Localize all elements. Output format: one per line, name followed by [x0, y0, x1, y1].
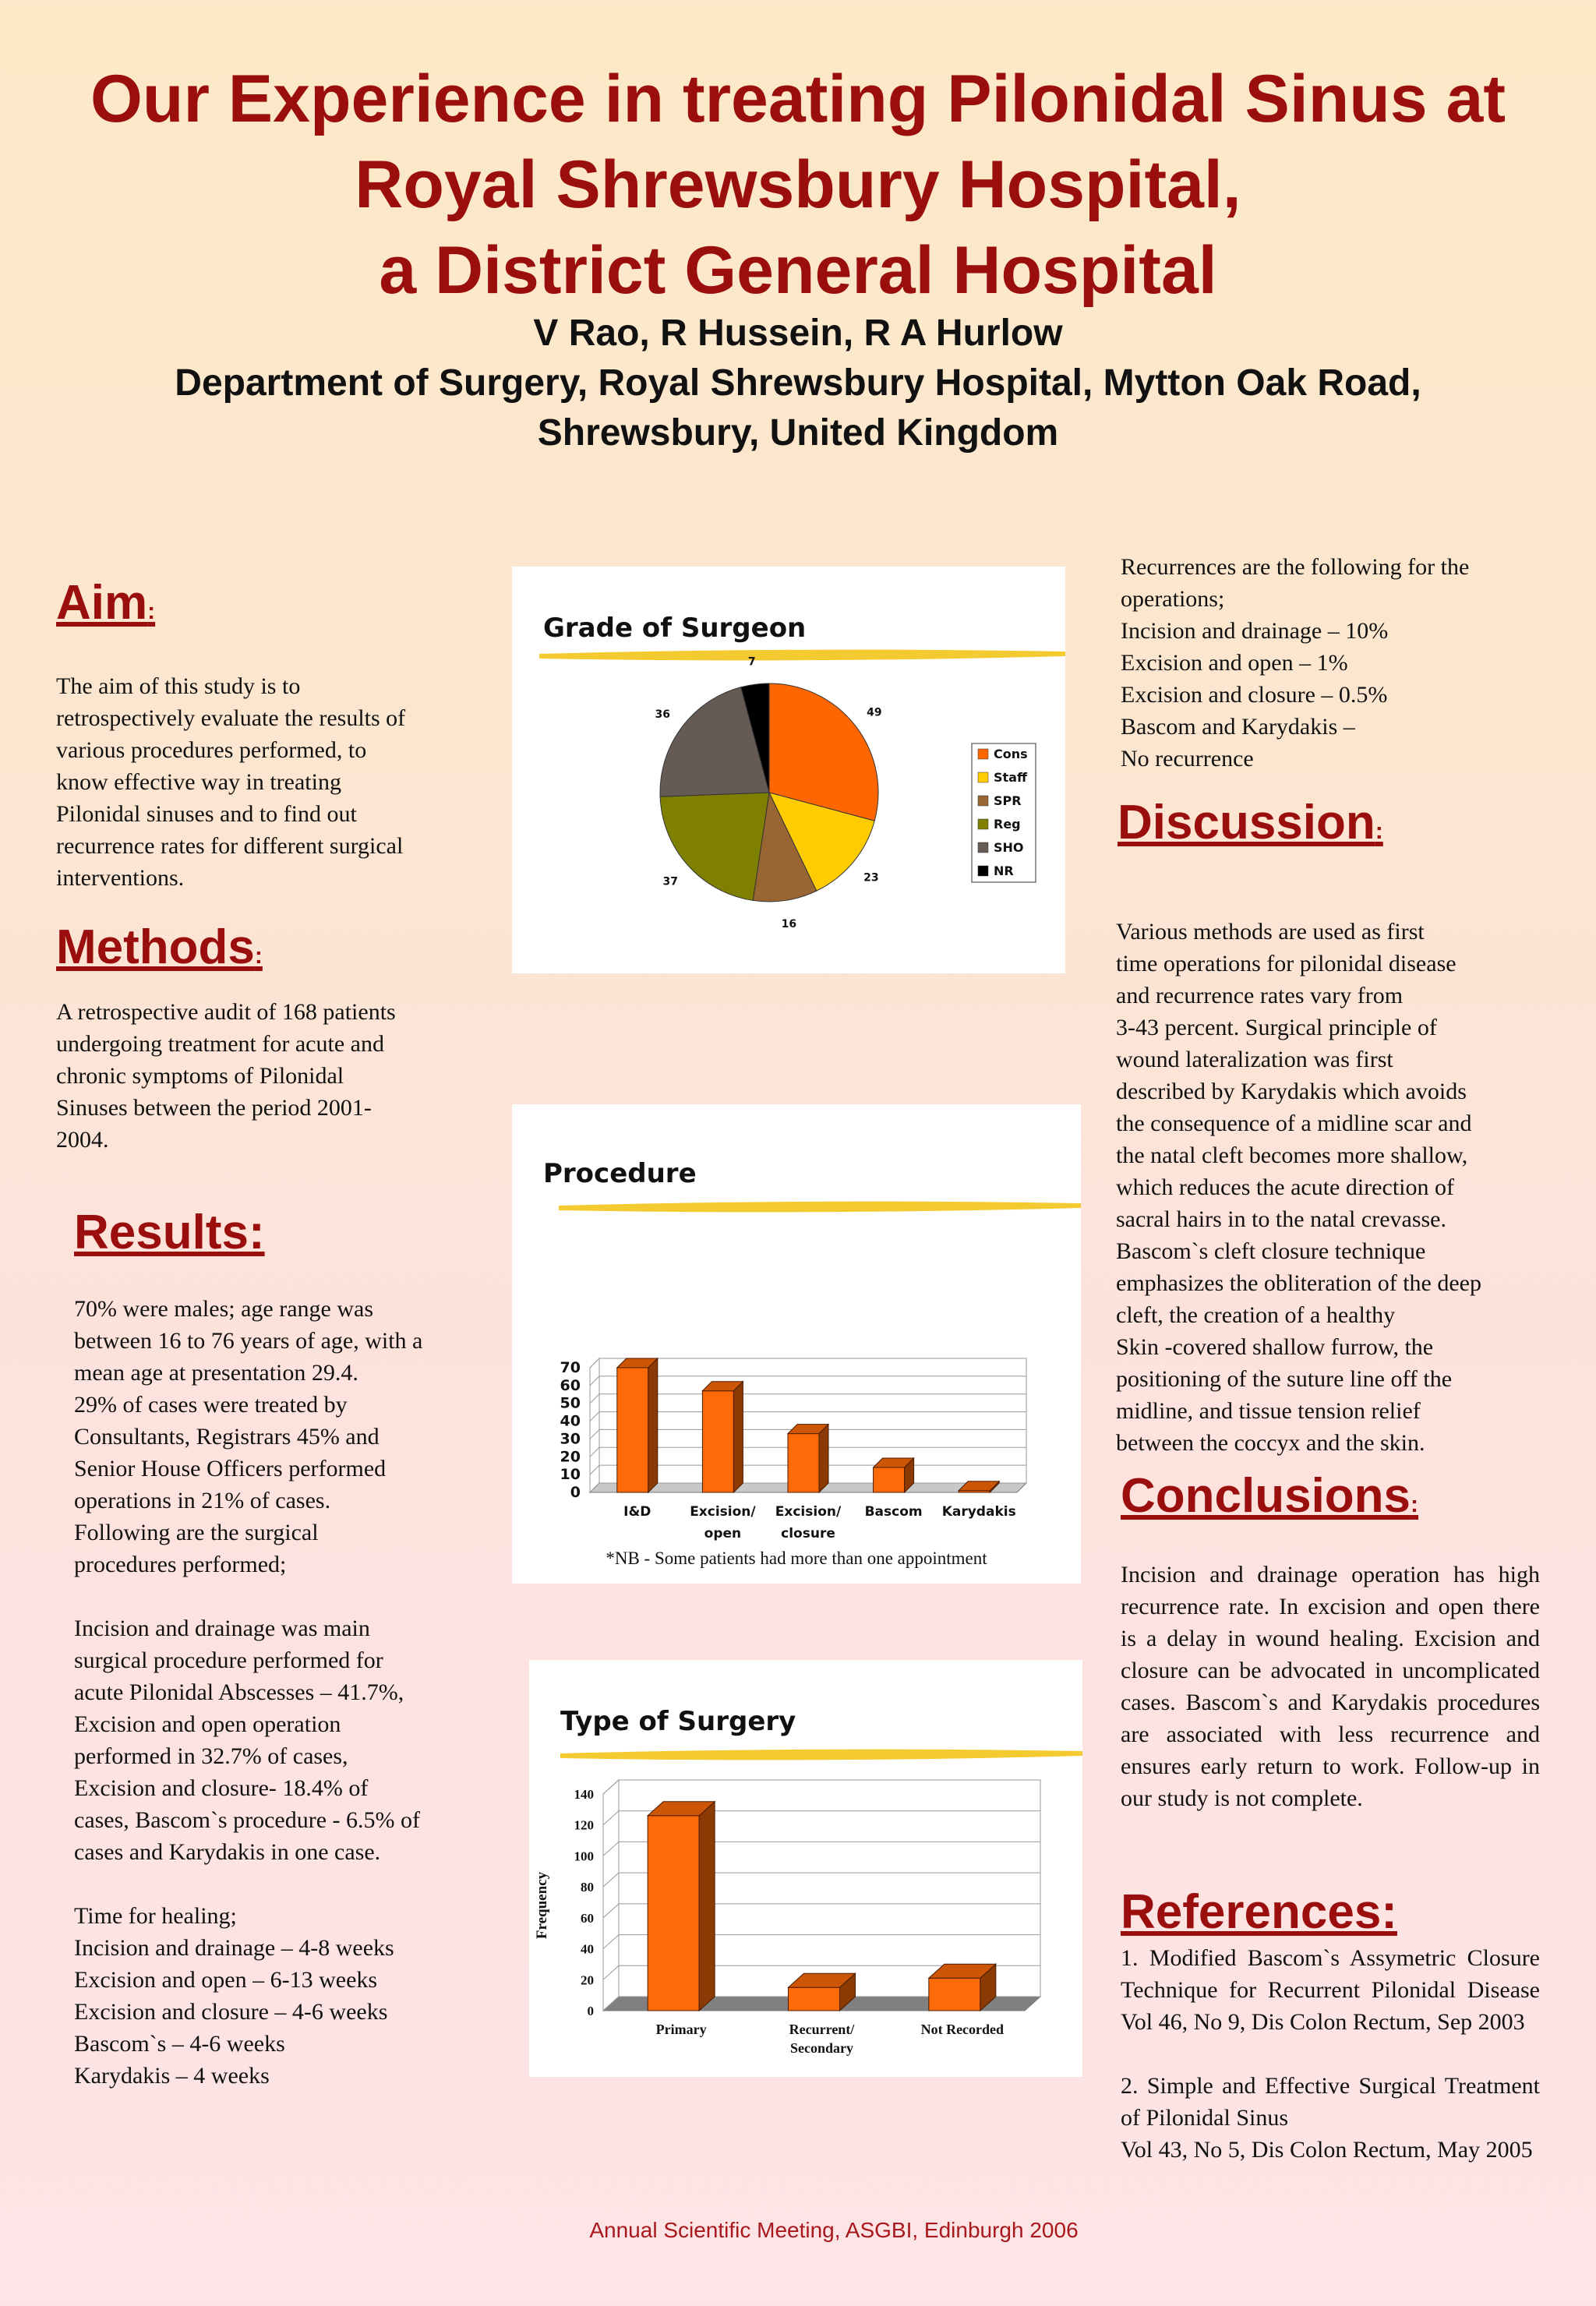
references-heading: References:	[1121, 1885, 1397, 1939]
discussion-line: Various methods are used as first	[1116, 919, 1425, 945]
discussion-line: 3-43 percent. Surgical principle of	[1116, 1015, 1437, 1040]
bar-front	[788, 1434, 819, 1492]
methods-line: Sinuses between the period 2001-	[56, 1095, 372, 1121]
y-tick-label: 0	[570, 1484, 581, 1501]
x-category-label: Bascom	[864, 1504, 923, 1520]
pie-data-label: 36	[655, 708, 670, 722]
recurrence-line: No recurrence	[1121, 746, 1254, 772]
footer: Annual Scientific Meeting, ASGBI, Edinburgh 2006	[589, 2218, 1079, 2242]
title-line-3: a District General Hospital	[379, 233, 1217, 308]
y-tick-label: 40	[581, 1941, 594, 1957]
author-block	[0, 309, 1596, 458]
affiliation-line-1: Department of Surgery, Royal Shrewsbury Hospital, Mytton Oak Road,	[175, 362, 1421, 404]
y-tick-label: 50	[560, 1394, 581, 1412]
title-line-1: Our Experience in treating Pilonidal Sinus at	[90, 62, 1506, 136]
conclusions-heading: Conclusions:	[1121, 1469, 1419, 1523]
y-tick-label: 20	[560, 1448, 581, 1466]
x-category-label: Recurrent/	[789, 2022, 855, 2037]
recurrence-line: Bascom and Karydakis –	[1121, 714, 1355, 740]
methods-text	[56, 996, 396, 1156]
legend-label-sho: SHO	[994, 840, 1024, 855]
chart-title: Grade of Surgeon	[543, 613, 807, 644]
chart-title: Type of Surgery	[560, 1706, 796, 1737]
discussion-line: emphasizes the obliteration of the deep	[1116, 1270, 1481, 1296]
discussion-line: time operations for pilonidal disease	[1116, 951, 1457, 976]
y-tick-label: 10	[560, 1466, 581, 1484]
y-tick-label: 0	[587, 2004, 594, 2018]
legend-swatch	[978, 842, 988, 853]
discussion-line: described by Karydakis which avoids	[1116, 1079, 1467, 1104]
recurrence-line: Recurrences are the following for the	[1121, 554, 1470, 580]
y-tick-label: 60	[581, 1910, 594, 1926]
y-tick-label: 120	[574, 1817, 594, 1833]
results-heading: Results:	[74, 1206, 265, 1259]
methods-heading: Methods:	[56, 920, 263, 974]
discussion-line: cleft, the creation of a healthy	[1116, 1302, 1396, 1328]
discussion-line: the natal cleft becomes more shallow,	[1116, 1142, 1468, 1168]
y-tick-label: 70	[560, 1359, 581, 1376]
bar-side	[733, 1382, 743, 1492]
results-line: Incision and drainage was main	[74, 1616, 370, 1641]
discussion-line: which reduces the acute direction of	[1116, 1174, 1454, 1200]
methods-line: A retrospective audit of 168 patients	[56, 999, 396, 1025]
legend-label-cons: Cons	[994, 747, 1028, 761]
results-line: Bascom`s – 4-6 weeks	[74, 2031, 285, 2057]
y-tick-label: 40	[560, 1412, 581, 1430]
bar-front	[874, 1467, 905, 1492]
title-highlight-stroke	[559, 1202, 1081, 1213]
x-category-label: I&D	[623, 1504, 651, 1520]
aim-line: The aim of this study is to	[56, 673, 301, 699]
results-line: Senior House Officers performed	[74, 1456, 387, 1481]
title-line-2: Royal Shrewsbury Hospital,	[355, 147, 1241, 222]
chart-side-wall	[590, 1358, 599, 1492]
pie-data-label: 7	[747, 655, 756, 669]
legend-swatch	[978, 819, 988, 829]
x-category-label: Karydakis	[941, 1504, 1016, 1520]
aim-line: various procedures performed, to	[56, 737, 367, 763]
recurrences-text	[1121, 551, 1469, 775]
type-of-surgery-chart-panel	[529, 1660, 1082, 2077]
x-category-label: Excision/	[690, 1504, 756, 1520]
x-category-label: Secondary	[790, 2040, 853, 2056]
legend-swatch	[978, 749, 988, 759]
type-of-surgery-chart	[529, 1660, 1082, 2077]
discussion-line: Bascom`s cleft closure technique	[1116, 1238, 1426, 1264]
results-text	[74, 1293, 422, 2092]
y-tick-label: 20	[581, 1972, 594, 1988]
recurrence-line: operations;	[1121, 586, 1225, 612]
bar-front	[648, 1816, 699, 2011]
recurrence-line: Excision and open – 1%	[1121, 650, 1348, 676]
results-line: surgical procedure performed for	[74, 1647, 383, 1673]
results-line: 70% were males; age range was	[74, 1296, 373, 1322]
results-line: cases and Karydakis in one case.	[74, 1839, 381, 1865]
results-line	[74, 1580, 422, 1612]
discussion-heading: Discussion:	[1118, 796, 1383, 849]
methods-line: chronic symptoms of Pilonidal	[56, 1063, 344, 1089]
y-tick-label: 140	[574, 1787, 594, 1802]
legend-label-reg: Reg	[994, 817, 1021, 832]
affiliation-line-2: Shrewsbury, United Kingdom	[537, 412, 1059, 454]
results-line: 29% of cases were treated by	[74, 1392, 348, 1418]
results-line: Excision and open – 6-13 weeks	[74, 1967, 378, 1993]
results-line: mean age at presentation 29.4.	[74, 1360, 358, 1386]
discussion-line: and recurrence rates vary from	[1116, 983, 1404, 1008]
y-tick-label: 100	[574, 1849, 594, 1864]
recurrence-line: Incision and drainage – 10%	[1121, 618, 1389, 644]
conclusions-text: Incision and drainage operation has high recurrence rate. In excision and open there is a delay in wound healing. Excision and closure can be advocated in uncomplicated cases. Bascom`s and Karydakis procedures are associated with less recurrence and ensures early return to work. Follow-up in our study is not complete.	[1121, 1562, 1540, 1811]
legend-label-spr: SPR	[994, 793, 1022, 808]
pie-data-label: 49	[867, 706, 882, 719]
legend-swatch	[978, 772, 988, 782]
bar-front	[702, 1391, 733, 1492]
grade-of-surgeon-chart-panel	[512, 567, 1065, 973]
results-line: acute Pilonidal Abscesses – 41.7%,	[74, 1679, 404, 1705]
results-line	[74, 1868, 422, 1900]
discussion-line: between the coccyx and the skin.	[1116, 1430, 1425, 1456]
bar-front	[617, 1368, 648, 1492]
aim-heading: Aim:	[56, 576, 156, 630]
discussion-text	[1116, 916, 1481, 1459]
results-line: Karydakis – 4 weeks	[74, 2063, 270, 2089]
methods-line: undergoing treatment for acute and	[56, 1031, 384, 1057]
results-line: Excision and open operation	[74, 1711, 341, 1737]
aim-line: recurrence rates for different surgical	[56, 833, 404, 859]
pie-data-label: 23	[863, 871, 879, 885]
x-category-label: open	[704, 1526, 742, 1541]
results-line: procedures performed;	[74, 1552, 287, 1577]
bar-front	[929, 1978, 980, 2011]
discussion-line: wound lateralization was first	[1116, 1047, 1393, 1072]
procedure-chart	[512, 1104, 1081, 1584]
recurrence-line: Excision and closure – 0.5%	[1121, 682, 1388, 708]
reference-2: 2. Simple and Effective Surgical Treatment of Pilonidal Sinus	[1121, 2073, 1540, 2131]
x-category-label: Excision/	[775, 1504, 842, 1520]
reference-1: 1. Modified Bascom`s Assymetric Closure Technique for Recurrent Pilonidal Disease Vol 46, No 9, Dis Colon Rectum, Sep 2003	[1121, 1945, 1540, 2035]
procedure-chart-panel	[512, 1104, 1081, 1584]
bar-side	[819, 1425, 828, 1492]
x-category-label: closure	[781, 1526, 835, 1541]
y-tick-label: 80	[581, 1880, 594, 1895]
title-highlight-stroke	[539, 650, 1065, 661]
aim-text	[56, 670, 405, 894]
legend-swatch	[978, 866, 988, 876]
methods-line: 2004.	[56, 1127, 109, 1153]
results-line: Excision and closure – 4-6 weeks	[74, 1999, 388, 2025]
poster-title	[0, 56, 1596, 313]
y-tick-label: 30	[560, 1430, 581, 1448]
legend-box	[972, 743, 1036, 882]
legend-label-staff: Staff	[994, 770, 1027, 785]
discussion-line: midline, and tissue tension relief	[1116, 1398, 1421, 1424]
results-line: between 16 to 76 years of age, with a	[74, 1328, 423, 1354]
legend-swatch	[978, 796, 988, 806]
y-axis-label: Frequency	[534, 1871, 550, 1940]
results-line: operations in 21% of cases.	[74, 1488, 331, 1513]
aim-line: retrospectively evaluate the results of	[56, 705, 406, 731]
chart-title: Procedure	[543, 1158, 697, 1189]
x-category-label: Primary	[655, 2022, 707, 2037]
title-highlight-stroke	[560, 1750, 1082, 1760]
bar-side	[699, 1802, 715, 2011]
legend-label-nr: NR	[994, 863, 1014, 878]
results-line: performed in 32.7% of cases,	[74, 1743, 348, 1769]
grade-of-surgeon-chart	[512, 567, 1065, 973]
discussion-line: positioning of the suture line off the	[1116, 1366, 1453, 1392]
chart-side-wall	[603, 1780, 619, 2011]
aim-line: Pilonidal sinuses and to find out	[56, 801, 357, 827]
discussion-line: the consequence of a midline scar and	[1116, 1111, 1472, 1136]
aim-line: interventions.	[56, 865, 185, 891]
discussion-line: sacral hairs in to the natal crevasse.	[1116, 1206, 1446, 1232]
results-line: Following are the surgical	[74, 1520, 319, 1545]
results-line: Time for healing;	[74, 1903, 237, 1929]
pie-data-label: 37	[662, 875, 678, 888]
reference-2-source: Vol 43, No 5, Dis Colon Rectum, May 2005	[1121, 2137, 1533, 2163]
bar-side	[648, 1358, 658, 1492]
discussion-line: Skin -covered shallow furrow, the	[1116, 1334, 1434, 1360]
results-line: cases, Bascom`s procedure - 6.5% of	[74, 1807, 421, 1833]
results-line: Excision and closure- 18.4% of	[74, 1775, 369, 1801]
y-tick-label: 60	[560, 1376, 581, 1394]
bar-front	[789, 1987, 840, 2011]
results-line: Incision and drainage – 4-8 weeks	[74, 1935, 394, 1961]
chart-note: *NB - Some patients had more than one appointment	[606, 1549, 987, 1568]
aim-line: know effective way in treating	[56, 769, 341, 795]
authors: V Rao, R Hussein, R A Hurlow	[533, 313, 1063, 354]
x-category-label: Not Recorded	[920, 2022, 1005, 2037]
pie-data-label: 16	[781, 918, 797, 931]
results-line: Consultants, Registrars 45% and	[74, 1424, 380, 1450]
